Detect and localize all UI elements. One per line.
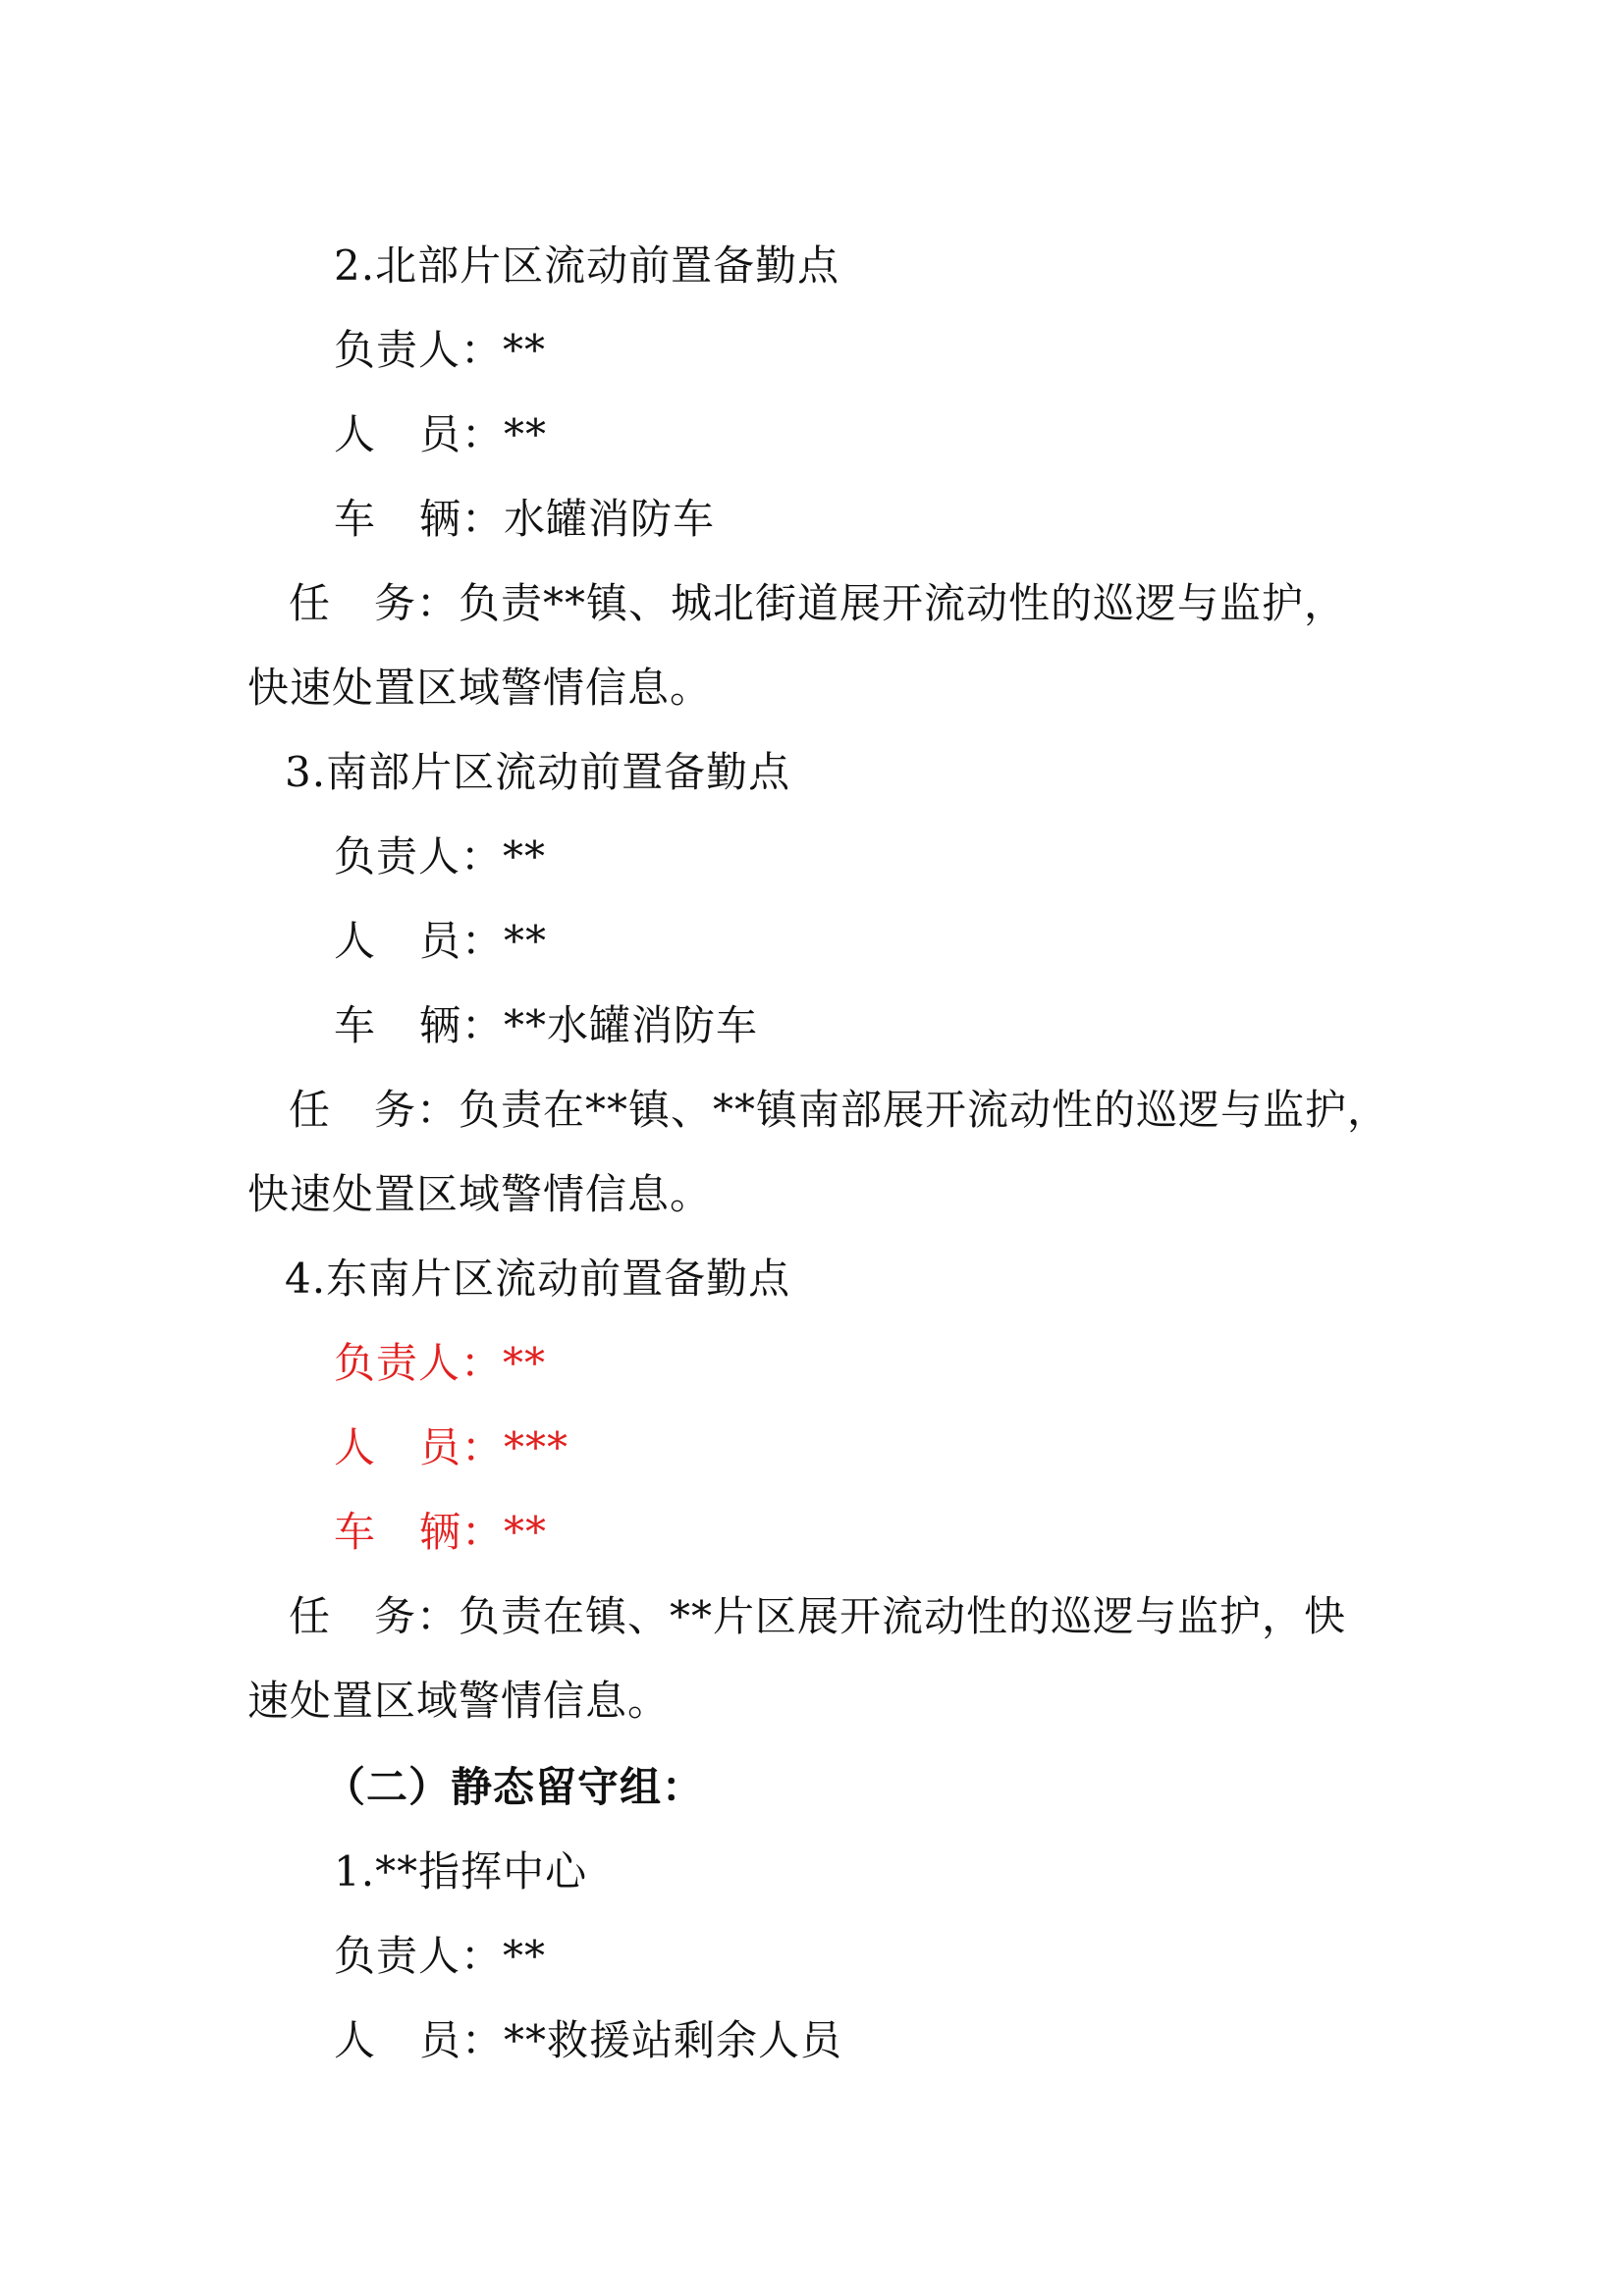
southeast-staff-label-b: 员： [419, 1423, 505, 1471]
southeast-task-line1 [289, 1588, 1346, 1645]
north-task-label-b: 务： [374, 579, 460, 627]
north-task-line2: 快速处置区域警情信息。 [247, 664, 713, 712]
southeast-staff-value: *** [504, 1423, 569, 1471]
southeast-leader-value: ** [503, 1339, 547, 1387]
south-leader-value: ** [503, 832, 547, 881]
southeast-task-line2: 速处置区域警情信息。 [247, 1677, 671, 1725]
static-group-subheading: 1.**指挥中心 [334, 1847, 588, 1896]
south-task-label-b: 务： [374, 1086, 460, 1134]
south-staff-label-a: 人 [334, 917, 377, 965]
north-leader-label: 负责人： [334, 326, 504, 374]
southeast-vehicle-line [334, 1504, 547, 1561]
north-vehicle-line [334, 491, 715, 548]
south-task-text1: 负责在**镇、**镇南部展开流动性的巡逻与监护， [459, 1086, 1390, 1134]
southeast-task-label-a: 任 [289, 1592, 332, 1640]
north-staff-label-a: 人 [334, 410, 377, 458]
north-task-label-a: 任 [289, 579, 332, 627]
south-heading: 3.南部片区流动前置备勤点 [285, 748, 791, 796]
static-staff-label-a: 人 [334, 2016, 377, 2064]
south-task-line2: 快速处置区域警情信息。 [247, 1170, 713, 1218]
south-vehicle-value: 水罐消防车 [547, 1001, 759, 1049]
southeast-heading: 4.东南片区流动前置备勤点 [285, 1255, 791, 1303]
north-staff-line [334, 406, 547, 463]
southeast-vehicle-label-b: 辆： [419, 1508, 505, 1556]
north-leader-value: ** [503, 326, 547, 374]
southeast-leader-line [334, 1335, 546, 1392]
south-staff-value: ** [504, 917, 548, 965]
south-task-label-a: 任 [289, 1086, 332, 1134]
southeast-staff-line [334, 1419, 568, 1476]
north-vehicle-value: 水罐消防车 [504, 495, 716, 543]
south-leader-line [334, 828, 546, 885]
southeast-leader-label: 负责人： [334, 1339, 504, 1387]
southeast-vehicle-label-a: 车 [334, 1508, 377, 1556]
south-vehicle-prefix: ** [504, 1001, 548, 1049]
south-vehicle-line [334, 997, 758, 1054]
north-vehicle-label-a: 车 [334, 495, 377, 543]
south-vehicle-label-b: 辆： [419, 1001, 505, 1049]
static-leader-label: 负责人： [334, 1932, 504, 1980]
southeast-staff-label-a: 人 [334, 1423, 377, 1471]
north-task-line1 [289, 575, 1346, 632]
north-staff-value: ** [504, 410, 548, 458]
north-staff-label-b: 员： [419, 410, 505, 458]
southeast-task-label-b: 务： [374, 1592, 460, 1640]
north-vehicle-label-b: 辆： [419, 495, 505, 543]
north-task-text1: 负责**镇、城北街道展开流动性的巡逻与监护， [459, 579, 1347, 627]
south-vehicle-label-a: 车 [334, 1001, 377, 1049]
south-task-line1 [289, 1082, 1389, 1139]
static-staff-line [334, 2012, 842, 2069]
south-staff-label-b: 员： [419, 917, 505, 965]
north-leader-line [334, 322, 546, 379]
static-leader-line [334, 1928, 546, 1985]
south-leader-label: 负责人： [334, 832, 504, 881]
north-heading: 2.北部片区流动前置备勤点 [334, 241, 840, 290]
static-leader-value: ** [503, 1932, 547, 1980]
southeast-task-text1: 负责在镇、**片区展开流动性的巡逻与监护，快 [459, 1592, 1347, 1640]
static-staff-label-b: 员： [419, 2016, 505, 2064]
southeast-vehicle-value: ** [504, 1508, 548, 1556]
south-staff-line [334, 913, 547, 970]
static-staff-value: **救援站剩余人员 [504, 2016, 843, 2064]
static-group-heading: （二）静态留守组： [324, 1763, 705, 1811]
